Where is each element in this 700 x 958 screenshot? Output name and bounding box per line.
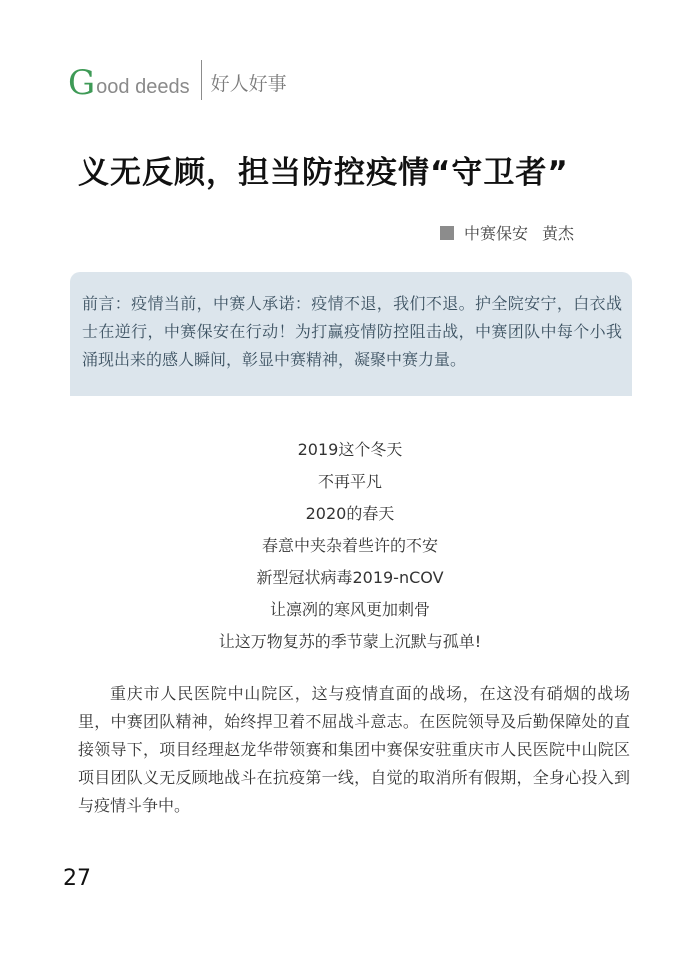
poem [0,434,700,658]
byline-organization: 中赛保安 [463,224,528,243]
section-header [68,58,287,103]
poem-line: 让凛冽的寒风更加刺骨 [269,600,430,619]
poem-line: 2020的春天 [305,504,395,523]
section-header-initial: G [68,63,96,103]
preface-text: 前言：疫情当前，中赛人承诺：疫情不退，我们不退。护全院安宁，白衣战士在逆行，中赛保安在行动！为打赢疫情防控阻击战，中赛团队中每个小我涌现出来的感人瞬间，彰显中赛精神，凝聚中赛力量。 [82,294,622,369]
poem-line: 春意中夹杂着些许的不安 [261,536,438,555]
article-title: 义无反顾，担当防控疫情“守卫者” [78,155,569,191]
byline-square-icon [440,226,454,240]
section-header-english-rest: ood deeds [96,76,190,98]
preface-box [70,272,632,396]
byline [440,221,574,244]
poem-line: 不再平凡 [317,472,382,491]
poem-line: 2019这个冬天 [297,440,403,459]
section-header-divider [201,60,202,100]
section-header-english [68,63,190,103]
body-paragraph: 重庆市人民医院中山院区，这与疫情直面的战场，在这没有硝烟的战场里，中赛团队精神，始终捍卫着不屈战斗意志。在医院领导及后勤保障处的直接领导下，项目经理赵龙华带领赛和集团中赛保安驻重庆市人民医院中山院区项目团队义无反顾地战斗在抗疫第一线，自觉的取消所有假期，全身心投入到与疫情斗争中。 [78,684,630,815]
poem-line: 让这万物复苏的季节蒙上沉默与孤单! [218,632,482,651]
poem-line: 新型冠状病毒2019-nCOV [256,568,444,587]
byline-author: 黄杰 [541,224,574,243]
section-header-chinese: 好人好事 [210,73,287,95]
page-number: 27 [63,866,91,891]
